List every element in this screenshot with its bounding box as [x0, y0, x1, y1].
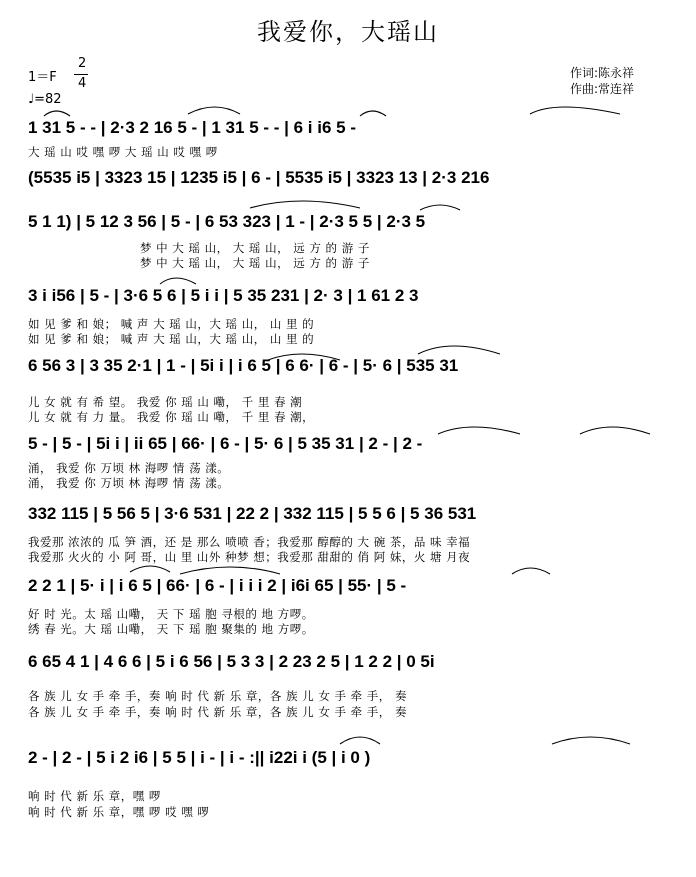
lyric-line-1: 大 瑶 山 哎 嘿 啰 大 瑶 山 哎 嘿 啰: [28, 145, 218, 159]
notation-line: 2 2 1 | 5· i | i 6 5 | 66· | 6 - | i i i 2 | i6i 65 | 55· | 5 -: [28, 576, 407, 595]
lyric-line-1: 我爱那 浓浓的 瓜 笋 酒，还 是 那么 喷喷 香；我爱那 醇醇的 大 碗 茶，品 味 幸福: [28, 535, 471, 549]
lyric-line-2: 各 族 儿 女 手 牵 手，奏 响 时 代 新 乐 章，各 族 儿 女 手 牵 手， 奏: [28, 705, 407, 719]
lyric-line-1: 响 时 代 新 乐 章，嘿 啰: [28, 789, 161, 803]
lyric-line-2: 儿 女 就 有 力 量。 我爱 你 瑶 山 嘞， 千 里 春 潮，: [28, 410, 315, 424]
notation-line: 332 115 | 5 56 5 | 3·6 531 | 22 2 | 332 115 | 5 5 6 | 5 36 531: [28, 504, 477, 523]
notation-line: 2 - | 2 - | 5 i 2 i6 | 5 5 | i - | i - :|| i22i i (5 | i 0 ): [28, 748, 371, 767]
notation-line: 6 65 4 1 | 4 6 6 | 5 i 6 56 | 5 3 3 | 2 23 2 5 | 1 2 2 | 0 5i: [28, 652, 435, 671]
lyric-line-1: 各 族 儿 女 手 牵 手，奏 响 时 代 新 乐 章，各 族 儿 女 手 牵 手， 奏: [28, 689, 407, 703]
time-signature-top: 2: [78, 56, 87, 71]
lyric-line-2: 梦 中 大 瑶 山， 大 瑶 山， 远 方 的 游 子: [140, 256, 370, 270]
notation-line: 6 56 3 | 3 35 2·1 | 1 - | 5i i | i 6 5 | 6 6· | 6 - | 5· 6 | 535 31: [28, 356, 459, 375]
tempo-marking: ♩=82: [28, 92, 62, 107]
notation-line: 3 i i56 | 5 - | 3·6 5 6 | 5 i i | 5 35 231 | 2· 3 | 1 61 2 3: [28, 286, 419, 305]
notation-line: 5 - | 5 - | 5i i | ii 65 | 66· | 6 - | 5· 6 | 5 35 31 | 2 - | 2 -: [28, 434, 423, 453]
lyric-line-1: 儿 女 就 有 希 望。 我爱 你 瑶 山 嘞， 千 里 春 潮: [28, 395, 303, 409]
lyric-line-2: 响 时 代 新 乐 章，嘿 啰 哎 嘿 啰: [28, 805, 210, 819]
lyric-line-1: 涌， 我爱 你 万顷 林 海啰 情 荡 漾。: [28, 461, 230, 475]
notation-line: 1 31 5 - - | 2·3 2 16 5 - | 1 31 5 - - | 6 i i6 5 -: [28, 118, 356, 137]
lyric-line-2: 我爱那 火火的 小 阿 哥，山 里 山外 种梦 想；我爱那 甜甜的 俏 阿 妹，火 塘 月夜: [28, 550, 471, 564]
lyric-line-2: 涌， 我爱 你 万顷 林 海啰 情 荡 漾。: [28, 476, 230, 490]
lyric-line-2: 如 见 爹 和 娘； 喊 声 大 瑶 山，大 瑶 山， 山 里 的: [28, 332, 315, 346]
notation-line: (5535 i5 | 3323 15 | 1235 i5 | 6 - | 5535 i5 | 3323 13 | 2·3 216: [28, 168, 490, 187]
song-title: 我爱你，大瑶山: [257, 18, 439, 46]
lyric-line-1: 好 时 光。太 瑶 山嘞， 天 下 瑶 胞 寻根的 地 方啰。: [28, 607, 314, 621]
lyric-line-1: 梦 中 大 瑶 山， 大 瑶 山， 远 方 的 游 子: [140, 241, 370, 255]
lyricist-credit: 作词:陈永祥: [570, 66, 635, 80]
composer-credit: 作曲:常连祥: [570, 82, 635, 96]
lyric-line-1: 如 见 爹 和 娘； 喊 声 大 瑶 山，大 瑶 山， 山 里 的: [28, 317, 315, 331]
key-signature: 1＝F: [28, 70, 57, 85]
lyric-line-2: 绣 春 光。大 瑶 山嘞， 天 下 瑶 胞 聚集的 地 方啰。: [28, 622, 314, 636]
notation-line: 5 1 1) | 5 12 3 56 | 5 - | 6 53 323 | 1 - | 2·3 5 5 | 2·3 5: [28, 212, 426, 231]
time-signature-bottom: 4: [78, 76, 87, 91]
